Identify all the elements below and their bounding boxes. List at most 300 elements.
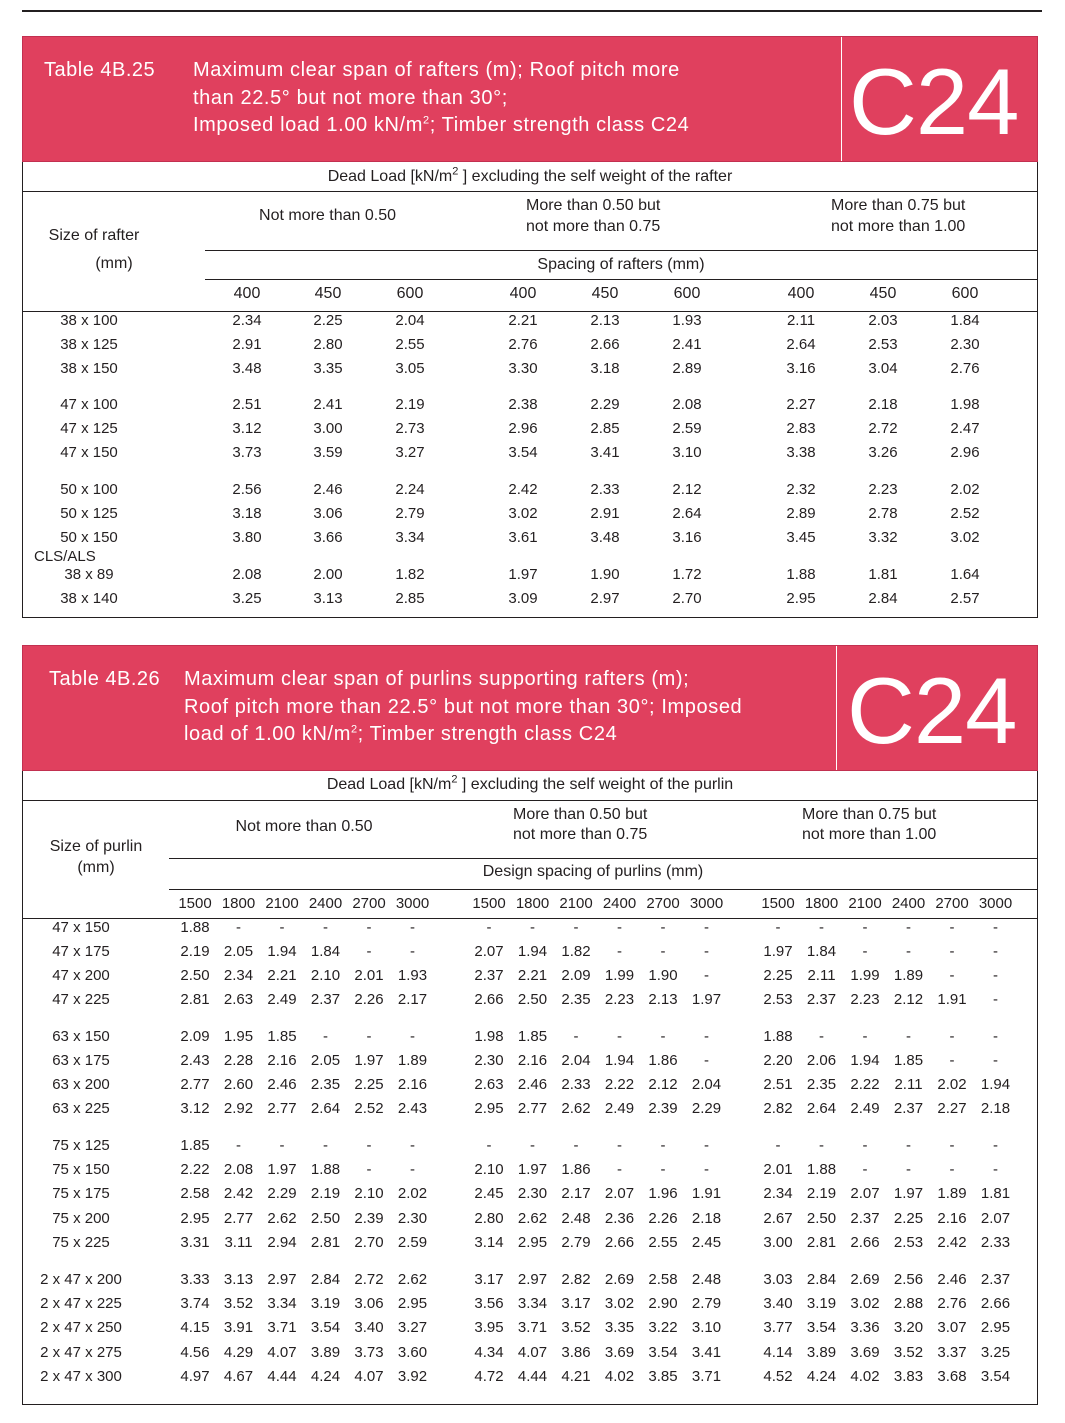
- table-cell: 2.77: [267, 1100, 297, 1117]
- load-group-heading: not more than 0.75: [526, 218, 661, 235]
- table-cell: 2.76: [950, 360, 980, 377]
- table-cell: 2.72: [354, 1271, 384, 1288]
- table-cell: 2.04: [561, 1052, 591, 1069]
- table-cell: 1.89: [937, 1185, 967, 1202]
- table-cell: 3.77: [763, 1319, 793, 1336]
- table-cell: 2.48: [561, 1210, 591, 1227]
- title-line: Imposed load 1.00 $kN/m^2$; Timber strength class C24: [193, 114, 690, 136]
- row-size-label: 63 x 150: [52, 1028, 110, 1045]
- table-cell: -: [530, 919, 535, 936]
- spacing-header: 450: [314, 285, 342, 302]
- table-cell: -: [949, 943, 955, 960]
- table-cell: 3.35: [313, 360, 343, 377]
- table-cell: 2.05: [223, 943, 254, 960]
- table-cell: -: [530, 1137, 535, 1154]
- table-cell: 2.62: [561, 1100, 591, 1117]
- rule: [169, 858, 1037, 859]
- table-cell: 2.42: [508, 481, 538, 498]
- table-cell: 2.95: [474, 1100, 504, 1117]
- table-cell: 3.18: [232, 505, 262, 522]
- table-cell: -: [704, 1161, 709, 1178]
- load-group-heading: More than 0.75 but: [831, 197, 966, 214]
- table-cell: 2.25: [354, 1076, 384, 1093]
- table-cell: 2.89: [786, 505, 816, 522]
- table-cell: 1.88: [763, 1028, 793, 1045]
- table-cell: 2.59: [397, 1234, 428, 1251]
- rule: [23, 800, 1037, 801]
- table-cell: 2.46: [937, 1271, 967, 1288]
- table-cell: 3.59: [313, 444, 343, 461]
- table-cell: 2.16: [937, 1210, 967, 1227]
- table-cell: 3.95: [474, 1319, 504, 1336]
- row-size-label: 2 x 47 x 275: [40, 1344, 122, 1361]
- spacing-label: Spacing of rafters (mm): [537, 256, 705, 273]
- table-cell: 2.52: [950, 505, 980, 522]
- table-cell: 2.62: [517, 1210, 548, 1227]
- table-cell: 2.64: [806, 1100, 837, 1117]
- table-cell: 2.46: [313, 481, 343, 498]
- table-cell: 3.10: [691, 1319, 722, 1336]
- table-cell: 3.05: [395, 360, 425, 377]
- table-cell: 2.63: [223, 991, 254, 1008]
- table-cell: 3.74: [180, 1295, 210, 1312]
- table-cell: 2.10: [474, 1161, 504, 1178]
- table-cell: 3.20: [893, 1319, 924, 1336]
- table-cell: -: [660, 919, 666, 936]
- table-cell: 2.84: [868, 590, 898, 607]
- table-cell: 1.94: [850, 1052, 880, 1069]
- table-cell: -: [862, 1137, 868, 1154]
- table-cell: 4.67: [223, 1368, 254, 1385]
- table-cell: -: [949, 1137, 955, 1154]
- table-cell: 2.22: [604, 1076, 635, 1093]
- row-size-label: 2 x 47 x 300: [40, 1368, 122, 1385]
- table-cell: 2.95: [517, 1234, 548, 1251]
- table-cell: 3.73: [354, 1344, 384, 1361]
- table-cell: 4.15: [180, 1319, 210, 1336]
- table-cell: 3.73: [232, 444, 262, 461]
- spacing-header: 1500: [178, 895, 212, 912]
- table-cell: -: [617, 943, 622, 960]
- table-cell: -: [949, 1028, 955, 1045]
- table-cell: 2.46: [267, 1076, 297, 1093]
- table-cell: -: [323, 1028, 328, 1045]
- table-cell: 2.08: [223, 1161, 254, 1178]
- table-cell: 2.35: [561, 991, 591, 1008]
- table-cell: 2.45: [691, 1234, 722, 1251]
- table-cell: 2.29: [267, 1185, 297, 1202]
- spacing-header: 2400: [308, 895, 343, 912]
- table-cell: -: [573, 1028, 579, 1045]
- table-cell: 4.24: [310, 1368, 341, 1385]
- row-size-label: 47 x 150: [52, 919, 110, 936]
- banner-divider: [836, 646, 837, 770]
- table-cell: -: [704, 943, 709, 960]
- spacing-header: 600: [396, 285, 424, 302]
- table-cell: 2.76: [508, 336, 538, 353]
- table-cell: 2.62: [397, 1271, 428, 1288]
- table-cell: 1.88: [310, 1161, 341, 1178]
- table-cell: 2.53: [763, 991, 793, 1008]
- table-cell: 2.97: [267, 1271, 297, 1288]
- row-size-label: 50 x 100: [60, 481, 118, 498]
- table-cell: 4.07: [354, 1368, 384, 1385]
- table-cell: 2.82: [561, 1271, 591, 1288]
- table-cell: 3.00: [313, 420, 343, 437]
- spacing-label: Design spacing of purlins (mm): [482, 863, 704, 880]
- row-size-label: 75 x 175: [52, 1185, 110, 1202]
- table-cell: 3.17: [561, 1295, 591, 1312]
- table-cell: 3.12: [232, 420, 262, 437]
- spacing-header: 1500: [472, 895, 506, 912]
- table-cell: 3.36: [850, 1319, 880, 1336]
- table-cell: 3.10: [672, 444, 702, 461]
- rule: [205, 250, 1037, 251]
- table-cell: -: [660, 1028, 666, 1045]
- table-cell: 3.31: [180, 1234, 210, 1251]
- table-cell: 4.52: [763, 1368, 793, 1385]
- table-cell: 1.81: [980, 1185, 1011, 1202]
- table-cell: 3.66: [313, 529, 343, 546]
- row-size-label: 47 x 100: [60, 396, 118, 413]
- table-cell: 2.95: [180, 1210, 210, 1227]
- table-cell: 2.20: [763, 1052, 793, 1069]
- table-cell: 2.19: [310, 1185, 341, 1202]
- table-cell: 2.66: [980, 1295, 1011, 1312]
- table-cell: 3.68: [937, 1368, 967, 1385]
- table-cell: 3.07: [937, 1319, 967, 1336]
- table-cell: 2.69: [604, 1271, 635, 1288]
- table-cell: 3.54: [980, 1368, 1011, 1385]
- table-cell: 2.55: [648, 1234, 678, 1251]
- rule: [169, 889, 1037, 890]
- table-cell: 3.18: [590, 360, 620, 377]
- table-cell: 4.02: [604, 1368, 635, 1385]
- table-cell: 3.89: [806, 1344, 837, 1361]
- table-cell: -: [573, 1137, 579, 1154]
- table-cell: 2.66: [474, 991, 504, 1008]
- load-group-heading: Not more than 0.50: [259, 207, 396, 224]
- table-cell: 2.96: [508, 420, 538, 437]
- table-cell: 3.71: [267, 1319, 297, 1336]
- table-cell: 2.41: [313, 396, 343, 413]
- table-cell: 1.82: [395, 566, 425, 583]
- table-body: [22, 162, 1038, 618]
- size-label: Size of rafter: [48, 227, 140, 244]
- table-cell: 2.89: [672, 360, 702, 377]
- table-cell: 2.34: [223, 967, 254, 984]
- table-cell: -: [949, 1052, 955, 1069]
- title-line: Maximum clear span of rafters (m); Roof pitch more: [193, 59, 680, 81]
- table-cell: 2.10: [354, 1185, 384, 1202]
- table-cell: 2.85: [395, 590, 425, 607]
- table-cell: 2.81: [180, 991, 210, 1008]
- table-cell: -: [573, 919, 579, 936]
- table-cell: -: [704, 967, 709, 984]
- table-cell: -: [236, 919, 241, 936]
- table-cell: 3.71: [691, 1368, 722, 1385]
- dead-load-heading: Dead Load [$kN/m^2$ ] excluding the self weight of the rafter: [327, 165, 733, 185]
- spacing-header: 2700: [935, 895, 969, 912]
- table-cell: 2.10: [310, 967, 341, 984]
- table-cell: 2.12: [648, 1076, 678, 1093]
- spacing-header: 400: [509, 285, 537, 302]
- table-cell: 3.71: [517, 1319, 548, 1336]
- table-cell: 4.07: [267, 1344, 297, 1361]
- table-cell: 1.84: [310, 943, 341, 960]
- table-cell: 3.32: [868, 529, 898, 546]
- table-cell: 2.01: [763, 1161, 793, 1178]
- table-cell: -: [323, 919, 328, 936]
- spacing-header: 1800: [221, 895, 256, 912]
- table-cell: -: [906, 1161, 911, 1178]
- load-group-heading: not more than 0.75: [513, 826, 648, 843]
- table-cell: 2.80: [474, 1210, 504, 1227]
- table-cell: -: [279, 919, 285, 936]
- table-cell: -: [775, 919, 781, 936]
- table-cell: 1.97: [763, 943, 793, 960]
- table-cell: 2.52: [354, 1100, 384, 1117]
- table-cell: -: [410, 943, 415, 960]
- table-cell: 2.28: [223, 1052, 254, 1069]
- table-cell: 3.80: [232, 529, 262, 546]
- table-cell: 2.51: [232, 396, 262, 413]
- table-cell: 2.64: [672, 505, 702, 522]
- spacing-header: 2400: [891, 895, 926, 912]
- table-cell: 2.04: [691, 1076, 722, 1093]
- table-cell: 3.04: [868, 360, 898, 377]
- row-size-label: 2 x 47 x 250: [40, 1319, 122, 1336]
- table-cell: 2.22: [850, 1076, 880, 1093]
- spacing-header: 2100: [265, 895, 299, 912]
- table-cell: 2.33: [561, 1076, 591, 1093]
- row-size-label: 50 x 150: [60, 529, 118, 546]
- table-cell: 1.89: [893, 967, 924, 984]
- table-cell: 3.48: [590, 529, 620, 546]
- spacing-header: 400: [233, 285, 261, 302]
- table-cell: 3.52: [223, 1295, 254, 1312]
- table-cell: 2.64: [310, 1100, 341, 1117]
- table-cell: 4.56: [180, 1344, 210, 1361]
- table-cell: 3.56: [474, 1295, 504, 1312]
- row-size-label: 2 x 47 x 225: [40, 1295, 122, 1312]
- row-size-label: 63 x 175: [52, 1052, 110, 1069]
- table-cell: 3.54: [648, 1344, 678, 1361]
- load-group-heading: not more than 1.00: [831, 218, 966, 235]
- table-cell: 1.85: [180, 1137, 210, 1154]
- table-cell: 2.55: [395, 336, 425, 353]
- row-size-label: 75 x 125: [52, 1137, 110, 1154]
- table-cell: 2.17: [397, 991, 428, 1008]
- table-cell: 2.17: [561, 1185, 591, 1202]
- table-cell: -: [993, 919, 998, 936]
- table-cell: -: [949, 919, 955, 936]
- table-cell: -: [660, 1137, 666, 1154]
- table-cell: -: [617, 1161, 622, 1178]
- table-cell: 2.78: [868, 505, 898, 522]
- table-cell: 2.76: [937, 1295, 967, 1312]
- table-cell: 1.93: [397, 967, 428, 984]
- table-cell: 2.11: [807, 967, 836, 984]
- table-cell: -: [366, 1161, 372, 1178]
- table-cell: 1.72: [672, 566, 702, 583]
- load-group-heading: not more than 1.00: [802, 826, 937, 843]
- table-cell: 2.29: [691, 1100, 722, 1117]
- table-cell: 2.08: [232, 566, 262, 583]
- table-cell: 2.69: [850, 1271, 880, 1288]
- load-group-heading: More than 0.50 but: [526, 197, 661, 214]
- row-size-label: 38 x 89: [64, 566, 114, 583]
- table-cell: 3.85: [648, 1368, 678, 1385]
- table-cell: 2.50: [806, 1210, 837, 1227]
- table-cell: 2.18: [868, 396, 898, 413]
- rule: [205, 279, 1037, 280]
- table-number: Table 4B.25: [44, 59, 156, 81]
- table-cell: 2.34: [232, 312, 262, 329]
- table-cell: 1.96: [648, 1185, 678, 1202]
- spacing-header: 2400: [602, 895, 637, 912]
- table-cell: 2.97: [590, 590, 620, 607]
- table-cell: 3.19: [806, 1295, 837, 1312]
- table-cell: 2.00: [313, 566, 343, 583]
- spacing-header: 450: [869, 285, 897, 302]
- table-cell: 2.37: [980, 1271, 1011, 1288]
- spacing-header: 400: [787, 285, 815, 302]
- table-cell: 2.30: [950, 336, 980, 353]
- size-unit-label: (mm): [77, 859, 115, 876]
- table-cell: 4.72: [474, 1368, 504, 1385]
- table-cell: 2.50: [517, 991, 548, 1008]
- table-cell: 2.19: [395, 396, 425, 413]
- table-cell: -: [906, 919, 911, 936]
- table-cell: -: [366, 1028, 372, 1045]
- table-cell: 2.90: [648, 1295, 678, 1312]
- table-cell: 2.02: [950, 481, 980, 498]
- table-cell: 2.16: [267, 1052, 297, 1069]
- table-cell: -: [993, 1137, 998, 1154]
- row-size-label: 50 x 125: [60, 505, 118, 522]
- table-cell: 2.37: [893, 1100, 924, 1117]
- table-cell: 2.94: [267, 1234, 297, 1251]
- table-cell: 2.57: [950, 590, 980, 607]
- table-cell: 4.21: [561, 1368, 591, 1385]
- table-cell: 2.37: [806, 991, 837, 1008]
- table-cell: 2.45: [474, 1185, 504, 1202]
- table-cell: 3.02: [950, 529, 980, 546]
- table-cell: 2.16: [517, 1052, 548, 1069]
- row-size-label: 63 x 225: [52, 1100, 110, 1117]
- table-cell: 2.63: [474, 1076, 504, 1093]
- row-size-label: 47 x 125: [60, 420, 118, 437]
- table-cell: 1.97: [267, 1161, 297, 1178]
- strength-class-label: C24: [847, 658, 1017, 763]
- table-cell: -: [366, 943, 372, 960]
- table-cell: -: [993, 1052, 998, 1069]
- table-cell: 1.93: [672, 312, 702, 329]
- table-cell: 2.13: [590, 312, 620, 329]
- table-cell: -: [819, 1028, 824, 1045]
- table-4b26: [22, 645, 1038, 1405]
- table-cell: 1.89: [397, 1052, 428, 1069]
- table-cell: 3.33: [180, 1271, 210, 1288]
- table-cell: 1.85: [517, 1028, 548, 1045]
- table-cell: 1.99: [850, 967, 880, 984]
- table-cell: 2.39: [354, 1210, 384, 1227]
- table-cell: 2.97: [517, 1271, 548, 1288]
- table-cell: 2.27: [937, 1100, 967, 1117]
- table-cell: -: [949, 967, 955, 984]
- table-cell: 2.64: [786, 336, 816, 353]
- spacing-header: 600: [951, 285, 979, 302]
- spacing-header: 3000: [395, 895, 430, 912]
- table-cell: -: [410, 1161, 415, 1178]
- table-cell: -: [993, 1028, 998, 1045]
- table-cell: 1.95: [223, 1028, 254, 1045]
- table-cell: 2.29: [590, 396, 620, 413]
- table-cell: -: [704, 1137, 709, 1154]
- table-cell: 2.81: [310, 1234, 341, 1251]
- table-cell: 3.45: [786, 529, 816, 546]
- table-cell: 2.33: [590, 481, 620, 498]
- table-cell: 3.34: [267, 1295, 297, 1312]
- spacing-header: 450: [591, 285, 619, 302]
- table-cell: -: [949, 1161, 955, 1178]
- table-cell: 3.41: [590, 444, 620, 461]
- table-cell: -: [660, 1161, 666, 1178]
- table-cell: 3.34: [517, 1295, 548, 1312]
- spacing-header: 3000: [689, 895, 724, 912]
- dead-load-heading: Dead Load [$kN/m^2$ ] excluding the self weight of the purlin: [326, 773, 734, 793]
- table-body: [22, 771, 1038, 1405]
- table-cell: 2.35: [806, 1076, 837, 1093]
- table-cell: 2.96: [950, 444, 980, 461]
- table-cell: 1.88: [786, 566, 816, 583]
- table-cell: 3.16: [786, 360, 816, 377]
- table-cell: 2.37: [310, 991, 341, 1008]
- table-cell: -: [410, 919, 415, 936]
- table-title: [184, 666, 742, 749]
- table-cell: 3.22: [648, 1319, 678, 1336]
- load-group-heading: More than 0.75 but: [802, 806, 937, 823]
- table-cell: 2.77: [517, 1100, 548, 1117]
- table-cell: 2.25: [763, 967, 793, 984]
- table-cell: -: [617, 919, 622, 936]
- table-cell: 3.86: [561, 1344, 591, 1361]
- row-size-label: 2 x 47 x 200: [40, 1271, 122, 1288]
- table-cell: 2.26: [648, 1210, 678, 1227]
- size-label: Size of purlin: [49, 838, 143, 855]
- spacing-header: 1500: [761, 895, 795, 912]
- table-cell: 3.16: [672, 529, 702, 546]
- table-cell: 2.60: [223, 1076, 254, 1093]
- table-cell: 2.42: [223, 1185, 254, 1202]
- table-cell: 3.02: [604, 1295, 635, 1312]
- table-cell: 2.73: [395, 420, 425, 437]
- table-cell: 3.89: [310, 1344, 341, 1361]
- table-cell: 2.49: [604, 1100, 635, 1117]
- table-cell: 2.25: [893, 1210, 924, 1227]
- row-size-label: 38 x 140: [60, 590, 118, 607]
- table-cell: 2.83: [786, 420, 816, 437]
- table-cell: 2.85: [590, 420, 620, 437]
- table-cell: 2.67: [763, 1210, 793, 1227]
- size-unit-label: (mm): [95, 255, 133, 272]
- table-cell: 2.50: [310, 1210, 341, 1227]
- table-cell: 2.27: [786, 396, 816, 413]
- table-cell: 2.82: [763, 1100, 793, 1117]
- table-cell: 2.19: [806, 1185, 837, 1202]
- table-cell: 1.94: [604, 1052, 635, 1069]
